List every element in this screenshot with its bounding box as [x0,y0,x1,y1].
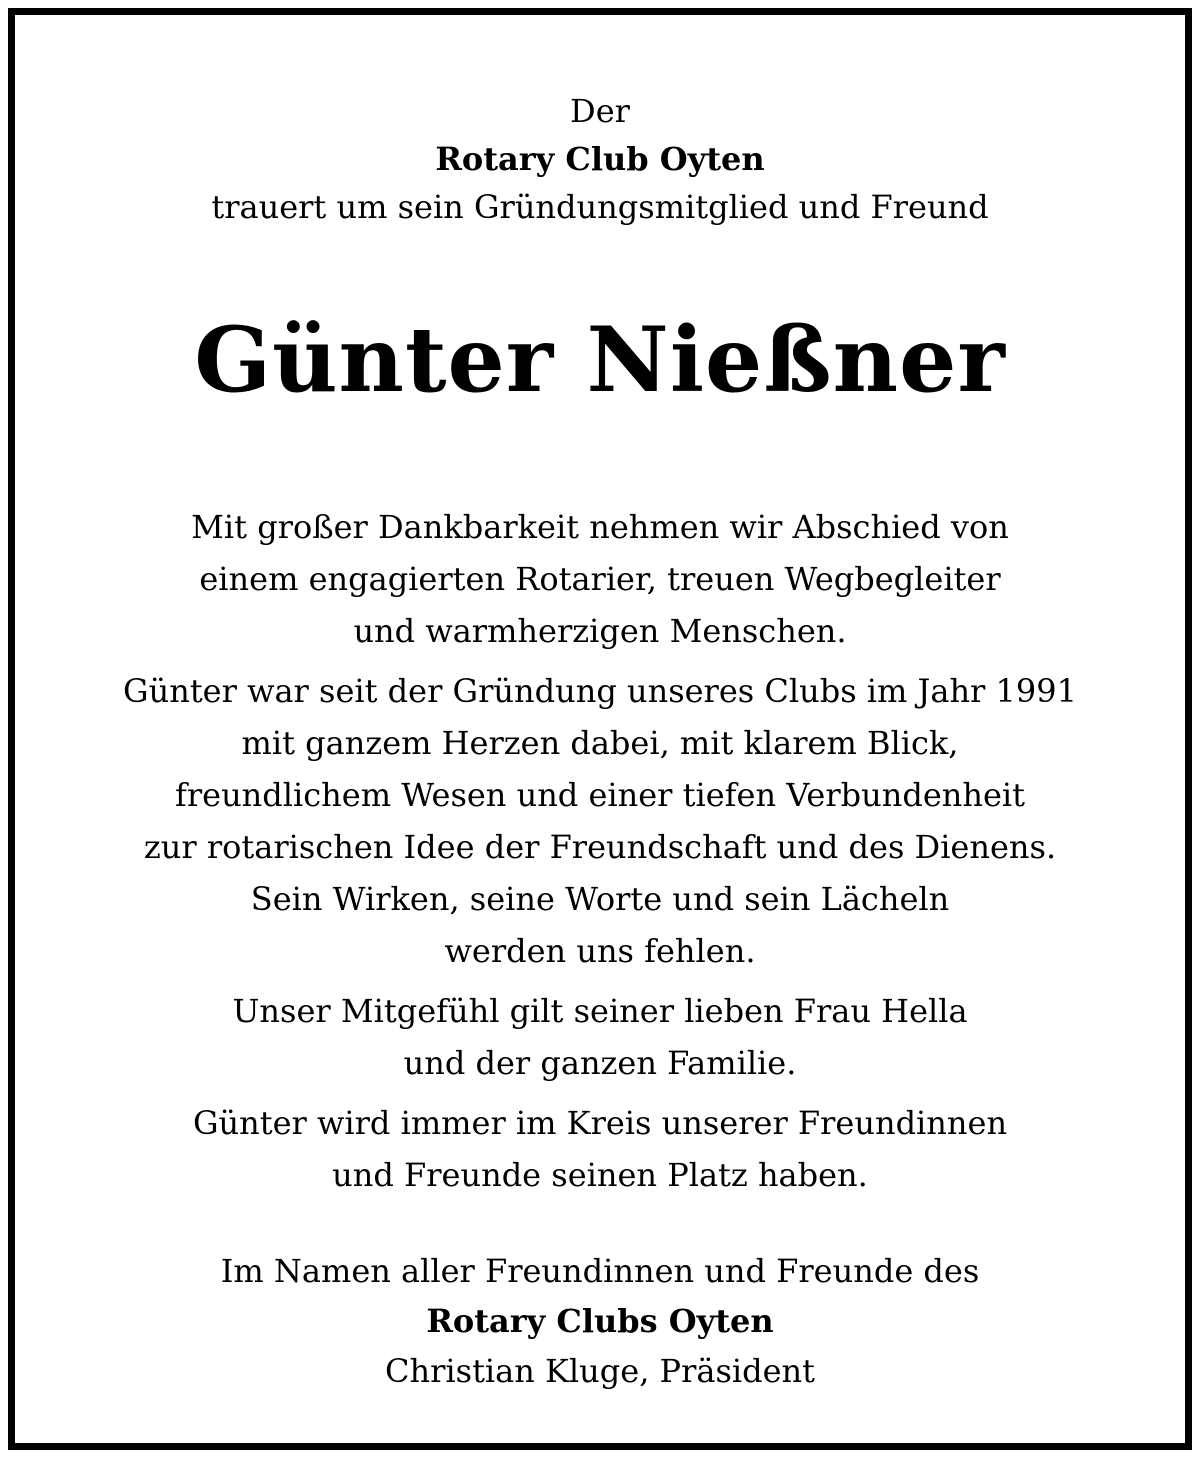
club-name-heading: Rotary Club Oyten [435,140,765,178]
signature-club-name: Rotary Clubs Oyten [426,1302,774,1340]
paragraph-gratitude [15,501,1185,657]
message-line: zur rotarischen Idee der Freundschaft und des Dienens. [143,828,1057,866]
intro-line-mourning: trauert um sein Gründungsmitglied und Freund [211,188,989,226]
signature-block [15,1246,1185,1396]
signature-intro: Im Namen aller Freundinnen und Freunde des [220,1252,980,1290]
deceased-name: Günter Nießner [194,307,1006,413]
paragraph-tribute [15,665,1185,977]
intro-block [15,87,1185,231]
signature-signer: Christian Kluge, Präsident [385,1352,815,1390]
message-line: Günter war seit der Gründung unseres Clubs im Jahr 1991 [123,672,1077,710]
message-line: Günter wird immer im Kreis unserer Freundinnen [192,1104,1008,1142]
message-line: und warmherzigen Menschen. [353,612,847,650]
message-line: Unser Mitgefühl gilt seiner lieben Frau Hella [232,992,968,1030]
obituary-frame [8,8,1192,1450]
message-line: und der ganzen Familie. [403,1044,797,1082]
paragraph-remembrance [15,1097,1185,1201]
message-line: Mit großer Dankbarkeit nehmen wir Abschied von [191,508,1009,546]
message-line: einem engagierten Rotarier, treuen Wegbegleiter [199,560,1001,598]
paragraph-condolence [15,985,1185,1089]
message-line: werden uns fehlen. [444,932,756,970]
message-line: freundlichem Wesen und einer tiefen Verbundenheit [174,776,1026,814]
message-line: und Freunde seinen Platz haben. [332,1156,868,1194]
intro-line-der: Der [570,92,630,130]
message-block [15,501,1185,1209]
message-line: Sein Wirken, seine Worte und sein Lächeln [250,880,950,918]
message-line: mit ganzem Herzen dabei, mit klarem Blick, [241,724,959,762]
